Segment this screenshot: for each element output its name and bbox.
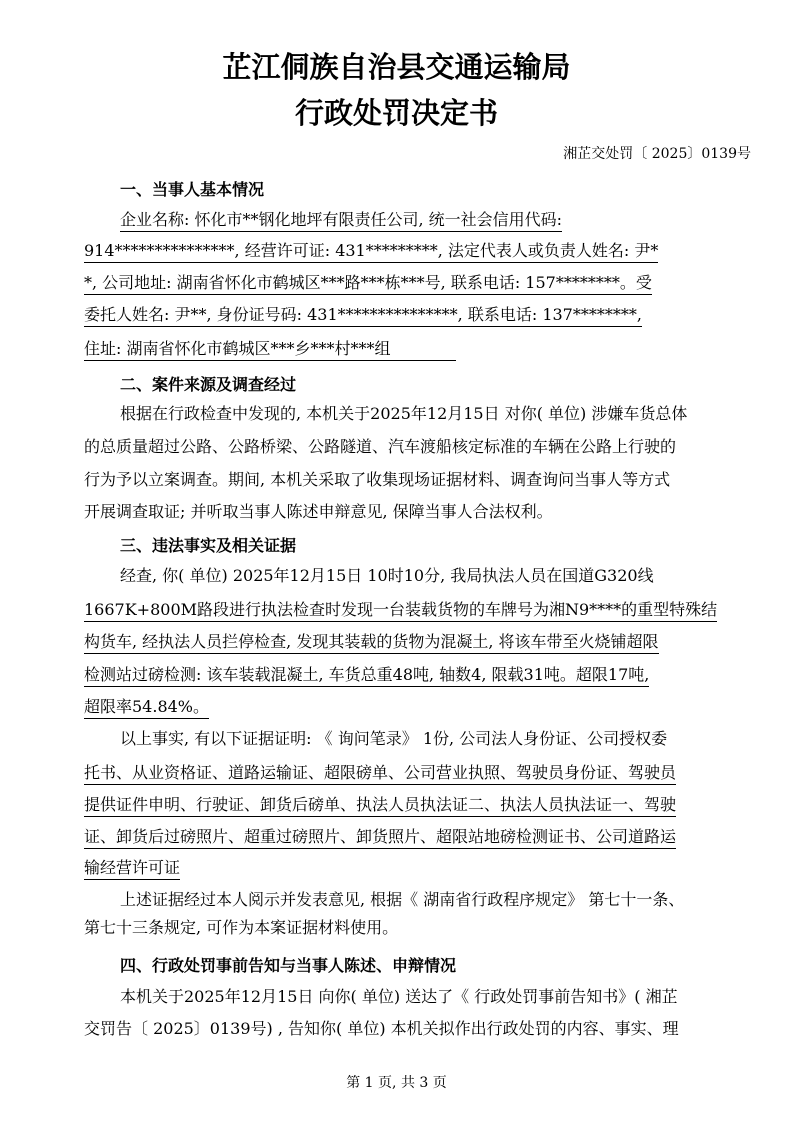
section-line: 检测站过磅检测: 该车装载混凝土, 车货总重48吨, 轴数4, 限载31吨。超限17吨, — [84, 665, 649, 687]
section-line: 超限率54.84%。 — [84, 697, 209, 719]
section-line: 行为予以立案调查。期间, 本机关采取了收集现场证据材料、调查询问当事人等方式 — [84, 470, 671, 489]
section-line: 企业名称: 怀化市**钢化地坪有限责任公司, 统一社会信用代码: — [120, 210, 562, 232]
section-line: 上述证据经过本人阅示并发表意见, 根据《 湖南省行政程序规定》 第七十一条、 — [120, 890, 685, 909]
section-line: 1667K+800M路段进行执法检查时发现一台装载货物的车牌号为湘N9****的重型特殊结 — [84, 600, 717, 622]
section-line: 开展调查取证; 并听取当事人陈述申辩意见, 保障当事人合法权利。 — [84, 502, 553, 521]
section-line: 托书、从业资格证、道路运输证、超限磅单、公司营业执照、驾驶员身份证、驾驶员 — [84, 763, 676, 785]
section-line: 根据在行政检查中发现的, 本机关于2025年12月15日 对你( 单位) 涉嫌车货总体 — [120, 404, 688, 423]
section-line: 提供证件申明、行驶证、卸货后磅单、执法人员执法证二、执法人员执法证一、驾驶 — [84, 795, 676, 817]
section-line: 构货车, 经执法人员拦停检查, 发现其装载的货物为混凝土, 将该车带至火烧铺超限 — [84, 632, 659, 654]
section-heading-case-source: 二、案件来源及调查经过 — [120, 375, 297, 394]
section-line: 经查, 你( 单位) 2025年12月15日 10时10分, 我局执法人员在国道G320线 — [120, 566, 654, 585]
section-line: 交罚告〔 2025〕0139号) , 告知你( 单位) 本机关拟作出行政处罚的内容、事实、理 — [84, 1019, 679, 1038]
section-line: *, 公司地址: 湖南省怀化市鹤城区***路***栋***号, 联系电话: 157********。受 — [84, 273, 652, 295]
page-indicator: 第 1 页, 共 3 页 — [346, 1075, 447, 1091]
document-title-line-2: 行政处罚决定书 — [294, 96, 498, 130]
document-title-line-1: 芷江侗族自治县交通运输局 — [222, 50, 571, 84]
section-heading-prior-notice: 四、行政处罚事前告知与当事人陈述、申辩情况 — [120, 956, 457, 975]
section-line: 第七十三条规定, 可作为本案证据材料使用。 — [84, 918, 399, 937]
section-heading-party-info: 一、当事人基本情况 — [120, 180, 265, 199]
section-heading-violation-facts: 三、违法事实及相关证据 — [120, 536, 297, 555]
section-line: 委托人姓名: 尹**, 身份证号码: 431***************, 联系电话: 137********, — [84, 305, 642, 327]
section-line: 本机关于2025年12月15日 向你( 单位) 送达了《 行政处罚事前告知书》( 湘芷 — [120, 987, 678, 1006]
section-line: 输经营许可证 — [84, 858, 180, 880]
section-line: 证、卸货后过磅照片、超重过磅照片、卸货照片、超限站地磅检测证书、公司道路运 — [84, 827, 676, 849]
section-line: 住址: 湖南省怀化市鹤城区***乡***村***组 — [84, 339, 456, 361]
section-line: 的总质量超过公路、公路桥梁、公路隧道、汽车渡船核定标准的车辆在公路上行驶的 — [84, 437, 677, 456]
section-line: 以上事实, 有以下证据证明: 《 询问笔录》 1份, 公司法人身份证、公司授权委 — [120, 729, 668, 748]
section-line: 914***************, 经营许可证: 431*********, 法定代表人或负责人姓名: 尹* — [84, 241, 658, 263]
document-number: 湘芷交处罚〔 2025〕0139号 — [563, 146, 751, 162]
